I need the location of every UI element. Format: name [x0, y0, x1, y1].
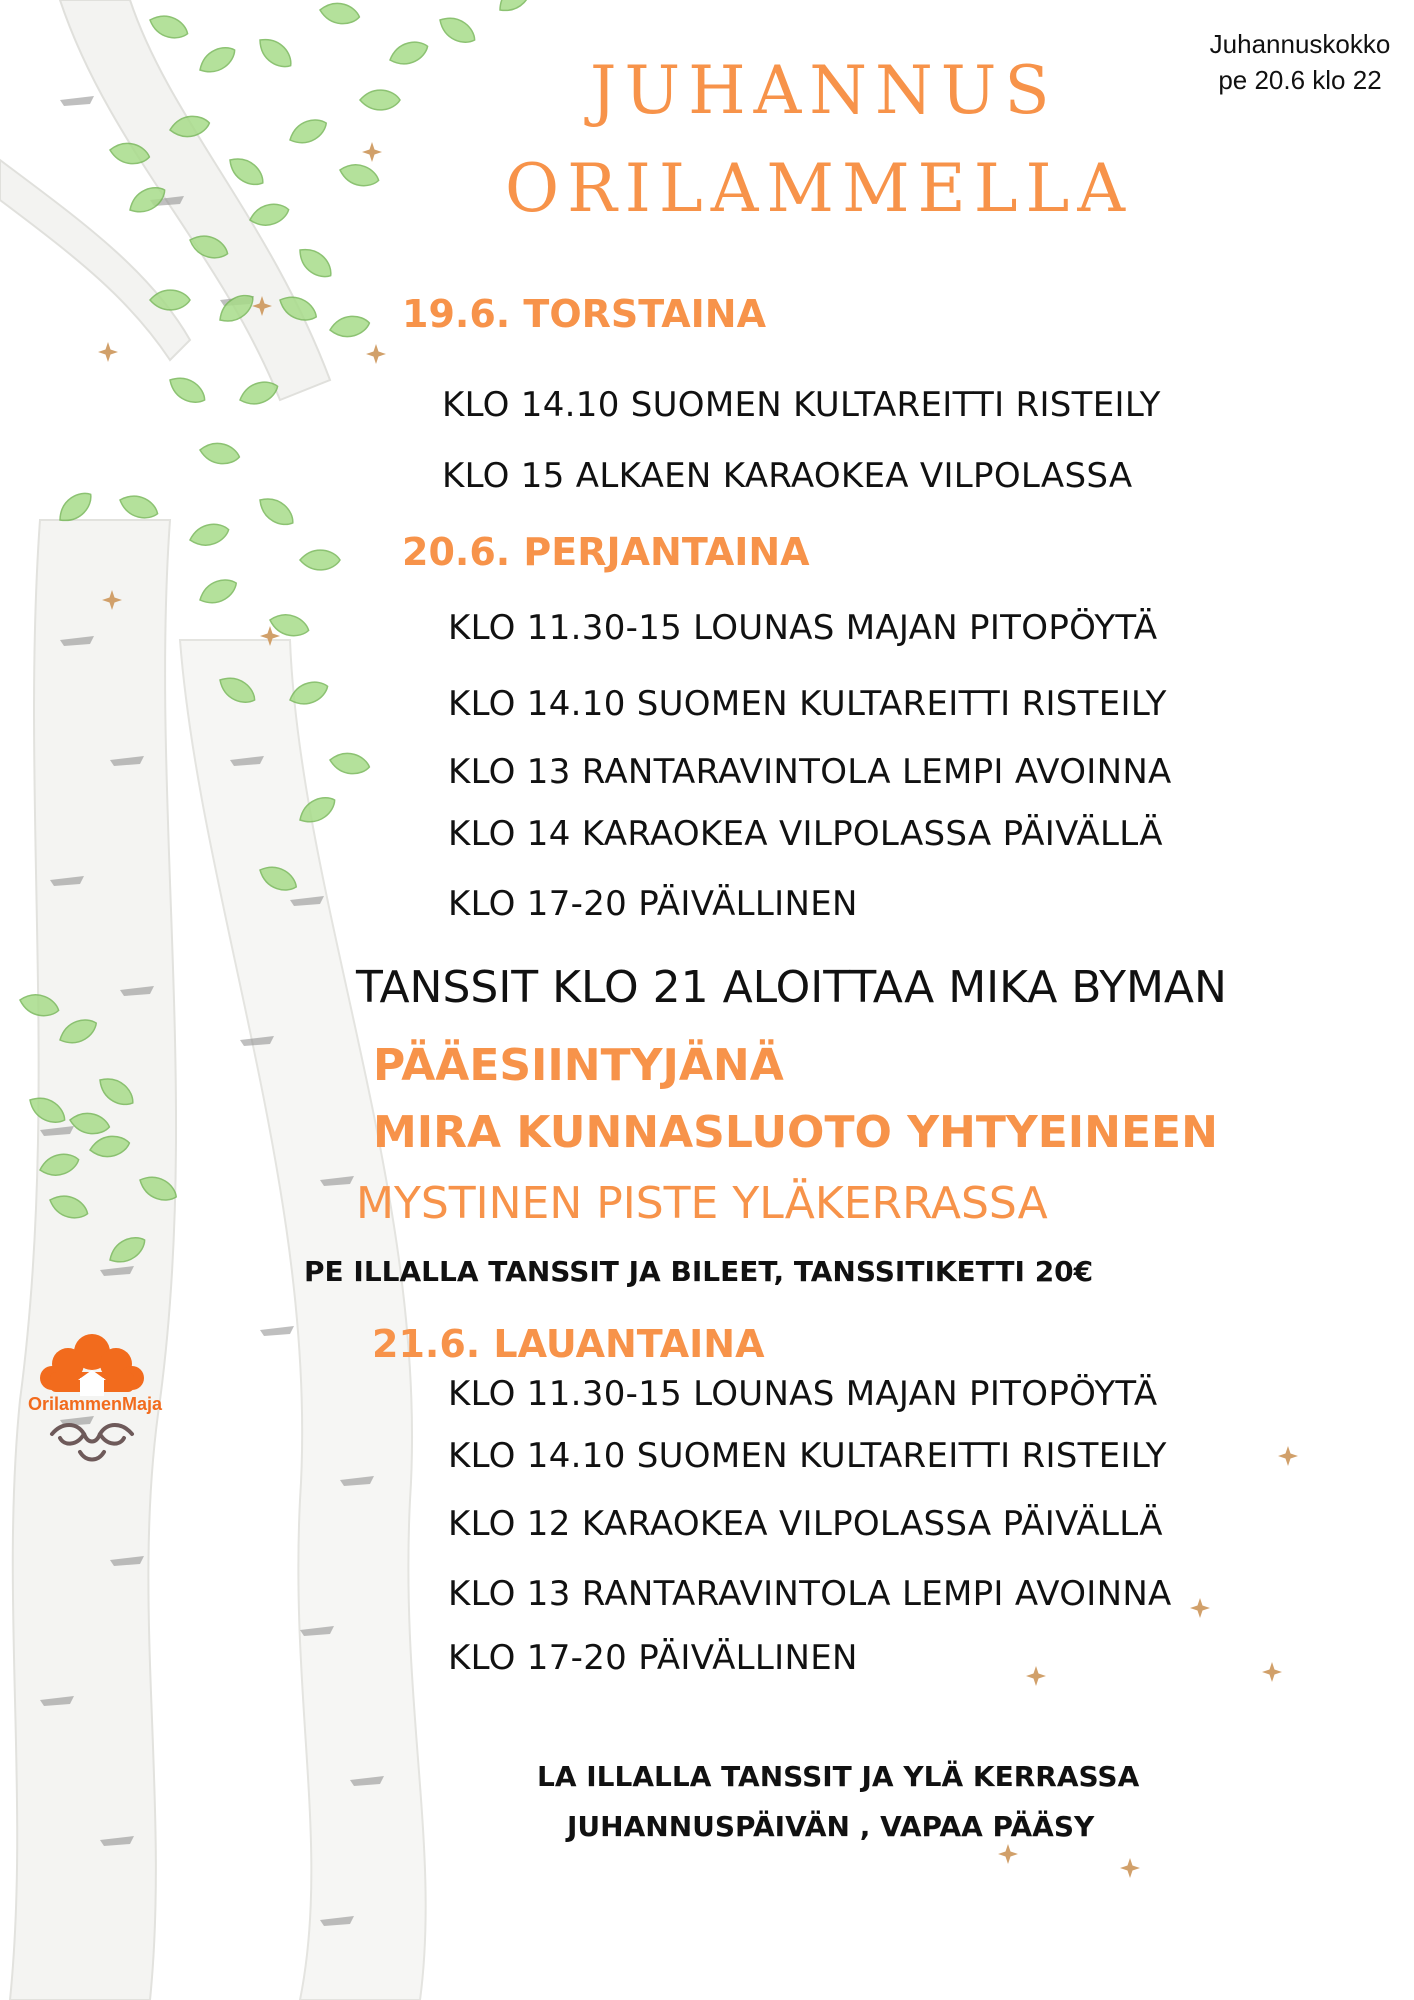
friday-item: KLO 14 KARAOKEA VILPOLASSA PÄIVÄLLÄ — [448, 814, 1163, 854]
birch-leaf-icon — [254, 492, 298, 531]
friday-item: KLO 11.30-15 LOUNAS MAJAN PITOPÖYTÄ — [448, 608, 1158, 648]
thursday-heading: 19.6. TORSTAINA — [402, 292, 767, 336]
saturday-item: KLO 11.30-15 LOUNAS MAJAN PITOPÖYTÄ — [448, 1374, 1158, 1414]
birch-leaf-icon — [198, 440, 241, 466]
saturday-item: KLO 13 RANTARAVINTOLA LEMPI AVOINNA — [448, 1574, 1172, 1614]
birch-leaf-icon — [196, 574, 241, 609]
corner-note-line2: pe 20.6 klo 22 — [1218, 65, 1382, 95]
birch-leaf-icon — [187, 520, 231, 549]
birch-leaf-icon — [117, 491, 161, 523]
sparkle-icon — [362, 142, 382, 162]
birch-leaf-icon — [254, 32, 297, 73]
friday-heading: 20.6. PERJANTAINA — [402, 530, 810, 574]
birch-leaf-icon — [300, 550, 340, 570]
birch-leaf-icon — [318, 0, 361, 26]
birch-leaf-icon — [195, 41, 240, 78]
sparkle-icon — [998, 1844, 1018, 1864]
bark-mark — [260, 1326, 294, 1336]
corner-note — [1180, 26, 1414, 98]
birch-leaf-icon — [147, 11, 191, 43]
birch-leaf-icon — [286, 114, 331, 149]
birch-leaf-icon — [387, 37, 431, 69]
friday-item: KLO 17-20 PÄIVÄLLINEN — [448, 884, 858, 924]
birch-leaf-icon — [494, 0, 537, 18]
dance-announcement: TANSSIT KLO 21 ALOITTAA MIKA BYMAN — [356, 962, 1227, 1013]
corner-note-line1: Juhannuskokko — [1209, 29, 1391, 59]
birch-leaf-icon — [294, 242, 337, 283]
logo-text: OrilammenMaja — [28, 1394, 163, 1414]
birch-leaf-icon — [337, 160, 381, 189]
headliner-label: PÄÄESIINTYJÄNÄ — [373, 1040, 784, 1091]
friday-item: KLO 13 RANTARAVINTOLA LEMPI AVOINNA — [448, 752, 1172, 792]
sparkle-icon — [1262, 1662, 1282, 1682]
saturday-item: KLO 12 KARAOKEA VILPOLASSA PÄIVÄLLÄ — [448, 1504, 1163, 1544]
birch-leaf-icon — [328, 313, 371, 339]
sparkle-icon — [1026, 1666, 1046, 1686]
friday-item: KLO 14.10 SUOMEN KULTAREITTI RISTEILY — [448, 684, 1167, 724]
sparkle-icon — [1278, 1446, 1298, 1466]
headliner-name: MIRA KUNNASLUOTO YHTYEINEEN — [373, 1107, 1218, 1158]
saturday-item: KLO 14.10 SUOMEN KULTAREITTI RISTEILY — [448, 1436, 1167, 1476]
title-line1: JUHANNUS — [590, 52, 1058, 129]
birch-leaf-icon — [328, 750, 371, 776]
birch-leaf-icon — [165, 371, 210, 408]
birch-leaf-icon — [435, 11, 480, 48]
birch-leaf-icon — [360, 90, 400, 110]
bark-mark — [60, 96, 94, 106]
sparkle-icon — [98, 342, 118, 362]
orilammenmaja-logo — [22, 1322, 162, 1472]
saturday-heading: 21.6. LAUANTAINA — [372, 1322, 765, 1366]
birch-leaf-icon — [224, 152, 268, 191]
sparkle-icon — [1190, 1598, 1210, 1618]
thursday-item: KLO 15 ALKAEN KARAOKEA VILPOLASSA — [442, 456, 1133, 496]
sparkle-icon — [366, 344, 386, 364]
saturday-item: KLO 17-20 PÄIVÄLLINEN — [448, 1638, 858, 1678]
title-line2: ORILAMMELLA — [505, 150, 1134, 227]
saturday-evening-note-line1: LA ILLALLA TANSSIT JA YLÄ KERRASSA — [537, 1760, 1140, 1793]
sparkle-icon — [1120, 1858, 1140, 1878]
thursday-item: KLO 14.10 SUOMEN KULTAREITTI RISTEILY — [442, 385, 1161, 425]
saturday-evening-note-line2: JUHANNUSPÄIVÄN , VAPAA PÄÄSY — [567, 1810, 1095, 1843]
friday-evening-note: PE ILLALLA TANSSIT JA BILEET, TANSSITIKETTI 20€ — [304, 1255, 1094, 1288]
mystic-point: MYSTINEN PISTE YLÄKERRASSA — [356, 1178, 1048, 1229]
